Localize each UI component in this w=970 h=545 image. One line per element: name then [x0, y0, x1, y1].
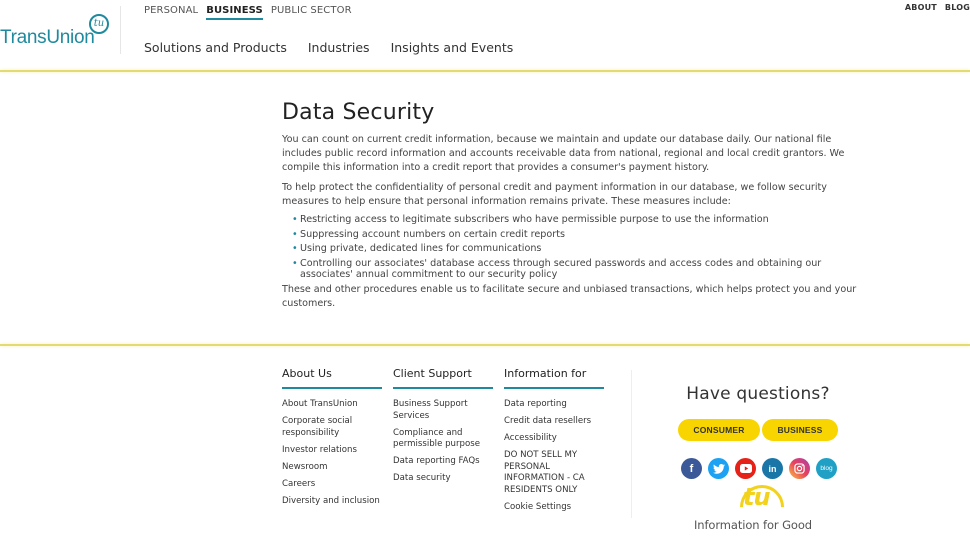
footer-vertical-divider	[631, 370, 632, 518]
tu-brand-mark-icon	[738, 483, 786, 519]
blog-icon[interactable]: blog	[816, 458, 837, 479]
footer-link-careers[interactable]: Careers	[282, 478, 316, 489]
column-underline	[504, 387, 604, 389]
transunion-logo[interactable]	[0, 14, 112, 50]
footer-heading: Information for	[504, 367, 587, 380]
intro-paragraph: You can count on current credit information, because we maintain and update our database daily. Our national file includes public record information and accounts receivable data from national, regional and local credit grantors. We compile this information into a credit report that provides a consumer's payment history.	[282, 134, 845, 174]
tu-mark-text: tu	[743, 483, 770, 511]
footer-link-compliance[interactable]: Compliance and permissible purpose	[393, 427, 480, 449]
footer-link-data-reporting[interactable]: Data reporting	[504, 399, 567, 409]
twitter-icon[interactable]	[708, 458, 729, 479]
social-links	[681, 458, 837, 479]
list-item: • Suppressing account numbers on certain credit reports	[292, 229, 867, 240]
header-divider	[120, 6, 121, 54]
closing-paragraph: These and other procedures enable us to facilitate secure and unbiased transactions, which helps protect you and your customers.	[282, 284, 857, 310]
footer-column-information-for	[504, 367, 604, 519]
logo-wordmark: TransUnion	[0, 27, 95, 48]
main-nav	[144, 40, 513, 55]
segment-personal[interactable]: PERSONAL	[144, 5, 199, 16]
column-underline	[393, 387, 493, 389]
footer-link-accessibility[interactable]: Accessibility	[504, 433, 557, 443]
footer-link-about-transunion[interactable]: About TransUnion	[282, 399, 358, 409]
security-measures-list	[292, 214, 867, 280]
tu-logo-icon: tu	[89, 14, 109, 34]
footer-link-investor-relations[interactable]: Investor relations	[282, 444, 357, 455]
questions-button-row	[660, 419, 856, 441]
page-title: Data Security	[282, 100, 435, 125]
utility-nav	[905, 3, 970, 12]
column-underline	[282, 387, 382, 389]
footer-link-data-reporting-faqs[interactable]: Data reporting FAQs	[393, 456, 480, 466]
measures-intro-paragraph: To help protect the confidentiality of personal credit and payment information in our database, we follow security measures to help ensure that personal information remains private. These measures include:	[282, 181, 827, 207]
site-header	[0, 0, 970, 71]
segment-nav	[144, 5, 352, 20]
nav-insights-and-events[interactable]: Insights and Events	[390, 40, 514, 55]
footer-link-credit-data-resellers[interactable]: Credit data resellers	[504, 416, 592, 426]
footer-column-about-us	[282, 367, 382, 513]
header-divider-rule	[0, 70, 970, 72]
youtube-icon[interactable]	[735, 458, 756, 479]
linkedin-icon[interactable]: in	[762, 458, 783, 479]
instagram-icon[interactable]	[789, 458, 810, 479]
questions-heading: Have questions?	[686, 384, 830, 404]
footer-link-corporate-social-responsibility[interactable]: Corporate social responsibility	[282, 416, 353, 438]
list-item: • Restricting access to legitimate subscribers who have permissible purpose to use the information	[292, 214, 867, 225]
nav-about[interactable]: ABOUT	[904, 3, 937, 12]
nav-solutions-and-products[interactable]: Solutions and Products	[144, 40, 287, 55]
facebook-icon[interactable]: f	[681, 458, 702, 479]
consumer-button[interactable]: CONSUMER	[678, 419, 760, 441]
list-item: • Using private, dedicated lines for communications	[292, 243, 867, 254]
footer-column-client-support	[393, 367, 493, 490]
footer-divider-rule	[0, 344, 970, 346]
have-questions-panel	[660, 384, 856, 441]
footer-link-newsroom[interactable]: Newsroom	[282, 461, 328, 472]
footer-link-cookie-settings[interactable]: Cookie Settings	[504, 501, 572, 512]
footer-heading: About Us	[282, 367, 332, 380]
footer-link-diversity-and-inclusion[interactable]: Diversity and inclusion	[282, 495, 380, 506]
brand-tagline: Information for Good	[694, 518, 812, 532]
footer-link-do-not-sell[interactable]: DO NOT SELL MY PERSONAL INFORMATION - CA RESIDENTS ONLY	[504, 450, 585, 495]
segment-public-sector[interactable]: PUBLIC SECTOR	[270, 5, 352, 16]
list-item: • Controlling our associates' database access through secured passwords and access codes and obtaining our associates' annual commitment to our security policy	[292, 258, 867, 280]
nav-industries[interactable]: Industries	[307, 40, 370, 55]
footer-link-data-security[interactable]: Data security	[393, 473, 451, 483]
footer-heading: Client Support	[393, 367, 472, 380]
nav-blog[interactable]: BLOG	[944, 3, 970, 12]
footer-link-business-support-services[interactable]: Business Support Services	[393, 399, 468, 421]
segment-business[interactable]: BUSINESS	[206, 5, 263, 20]
business-button[interactable]: BUSINESS	[762, 419, 838, 441]
main-content	[282, 100, 867, 317]
